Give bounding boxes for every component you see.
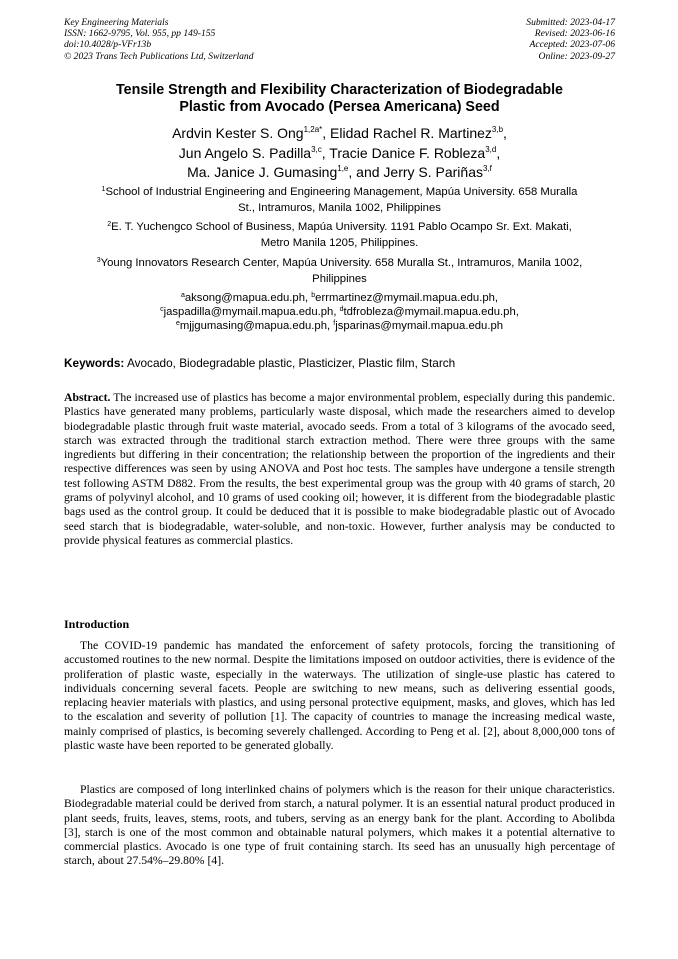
journal-copyright: © 2023 Trans Tech Publications Ltd, Switzerland	[64, 50, 254, 62]
title-line-1: Tensile Strength and Flexibility Characterization of Biodegradable	[116, 82, 563, 98]
email-link[interactable]: aksong@mapua.edu.ph,	[184, 292, 312, 304]
author-name: Ardvin Kester S. Ong	[172, 125, 304, 141]
email-line-2	[64, 305, 615, 319]
abstract	[64, 391, 615, 548]
introduction-heading: Introduction	[64, 617, 130, 631]
journal-name: Key Engineering Materials	[64, 17, 169, 28]
email-link[interactable]: jsparinas@mymail.mapua.edu.ph	[335, 320, 504, 333]
date-submitted: Submitted: 2023-04-17	[526, 17, 615, 28]
email-mark: e	[175, 320, 180, 328]
author-name: , Elidad Rachel R. Martinez	[322, 125, 492, 141]
abstract-text: The increased use of plastics has become a major environmental problem, especially during this pandemic. Plastics have generated many problems, particularly waste disposal, which made the researchers aimed to develop biodegradable plastic through fruit waste material, avocado seeds. From a total of 3 kilograms of the avocado seed, starch was extracted through the traditional starch extraction method. There were three groups with the same ingredients but differing in their concentration; the relationship between the proportion of the ingredients and their respective differences was seen by using ANOVA and Post hoc tests. The samples have undergone a tensile strength test following ASTM D882. From the results, the best experimental group was the group with 40 grams of starch, 20 grams of polyvinyl alcohol, and 10 grams of used cooking oil; however, it is different from the biodegradable plastic bags used as the control group. It could be deduced that it is possible to make biodegradable plastic out of Avocado seed starch that is biodegradable, water-soluble, and non-toxic. However, further analysis may be conducted to provide physical features as commercial plastics.	[64, 391, 615, 547]
journal-issn: ISSN: 1662-9795, Vol. 955, pp 149-155	[64, 28, 216, 40]
introduction-paragraph-2: Plastics are composed of long interlinked chains of polymers which is the reason for their unique characteristics. Biodegradable material could be derived from starch, a natural polymer. It is an essential natural product produced in plant seeds, fruits, leaves, stems, roots, and tubers, serving as an energy bank for the plant. According to Abolibda [3], starch is one of the most common and obtainable natural polymers, which makes it a potential alternative to commercial plastics. Avocado is one type of fruit containing starch. Its seed has an unusually high percentage of starch, about 27.54%–29.80% [4].	[64, 783, 615, 868]
author-name: Ma. Janice J. Gumasing	[187, 164, 338, 180]
email-link[interactable]: tdfrobleza@mymail.mapua.edu.ph,	[343, 306, 519, 319]
affiliation-2-line-1	[64, 220, 615, 236]
abstract-label: Abstract.	[64, 391, 111, 404]
affiliation-1	[64, 185, 615, 216]
affiliation-1-line-2: St., Intramuros, Manila 1002, Philippines	[238, 201, 441, 214]
date-revised: Revised: 2023-06-16	[534, 28, 615, 40]
affiliation-2-line-2: Metro Manila 1205, Philippines.	[260, 236, 419, 249]
affiliation-text: Young Innovators Research Center, Mapúa University. 658 Muralla St., Intramuros, Manila 1002,	[100, 257, 583, 269]
email-mark: d	[339, 306, 344, 314]
author-line-1: Ardvin Kester S. Ong$^{1,2a*}$, Elidad Rachel R. Martinez$^{3,b}$,	[172, 125, 507, 141]
author-name: , Tracie Danice F. Robleza	[321, 144, 486, 161]
title-line-2: Plastic from Avocado (Persea Americana) Seed	[179, 99, 500, 115]
email-line-1	[64, 291, 615, 305]
author-emails	[64, 291, 615, 334]
email-link[interactable]: mjjgumasing@mapua.edu.ph,	[179, 320, 334, 333]
date-accepted: Accepted: 2023-07-06	[529, 39, 615, 51]
email-link[interactable]: errmartinez@mymail.mapua.edu.ph,	[315, 292, 499, 304]
author-line-3	[64, 163, 615, 183]
author-affiliation-mark: 3,b	[491, 125, 504, 134]
date-online: Online: 2023-09-27	[538, 50, 615, 62]
affiliation-mark: 2	[107, 221, 112, 228]
email-line-3	[64, 319, 615, 333]
author-name: , and Jerry S. Pariñas	[348, 164, 483, 180]
publication-dates	[526, 17, 615, 62]
author-affiliation-mark: 3,f	[483, 164, 492, 173]
email-mark: a	[180, 292, 185, 299]
email-link[interactable]: jaspadilla@mymail.mapua.edu.ph,	[163, 306, 340, 319]
email-mark: b	[311, 292, 316, 299]
affiliation-1-line-1	[64, 185, 615, 201]
author-affiliation-mark: 1,2a*	[303, 125, 323, 134]
author-affiliation-mark: 3,c	[311, 144, 322, 154]
introduction-paragraph-1: The COVID-19 pandemic has mandated the enforcement of safety protocols, forcing the transitioning of accustomed routines to the new normal. Despite the limitations imposed on outdoor activities, there is evidence of the proliferation of plastic waste, especially in the waterways. The utilization of single-use plastic has catered to individuals concerning several facets. People are switching to new means, such as delivering essential goods, replacing heavier materials with plastics, and using personal protective equipment, masks, and gloves, which has led to the escalation and severity of pollution [1]. The capacity of countries to manage the increasing medical waste, mainly comprised of plastics, is becoming severely challenged. According to Peng et al. [2], about 8,000,000 tons of plastic waste have been reported to be generated globally.	[64, 639, 615, 753]
keywords-label: Keywords:	[64, 356, 125, 370]
affiliation-3-line-2: Philippines	[312, 272, 367, 285]
email-mark: f	[333, 320, 336, 328]
keywords	[64, 356, 615, 371]
journal-doi[interactable]: doi:10.4028/p-VFr13b	[64, 39, 152, 51]
keywords-text: Avocado, Biodegradable plastic, Plasticizer, Plastic film, Starch	[124, 356, 456, 370]
author-list	[64, 124, 615, 183]
journal-info	[64, 17, 254, 62]
affiliation-mark: 1	[101, 186, 106, 193]
affiliation-text: School of Industrial Engineering and Engineering Management, Mapúa University. 658 Muralla	[105, 186, 578, 198]
paper-title	[64, 82, 615, 116]
affiliation-text: E. T. Yuchengco School of Business, Mapúa University. 1191 Pablo Ocampo Sr. Ext. Makati,	[111, 221, 572, 233]
author-affiliation-mark: 1,e	[337, 164, 349, 173]
author-line-2: Jun Angelo S. Padilla$^{3,c}$, Tracie Danice F. Robleza$^{3,d}$,	[178, 144, 501, 161]
affiliation-2	[64, 220, 615, 251]
email-mark: c	[160, 306, 164, 314]
affiliation-mark: 3	[96, 257, 101, 264]
author-name: Jun Angelo S. Padilla	[178, 144, 312, 161]
affiliation-3	[64, 256, 615, 287]
affiliation-3-line-1	[64, 256, 615, 272]
author-affiliation-mark: 3,d	[485, 144, 497, 154]
